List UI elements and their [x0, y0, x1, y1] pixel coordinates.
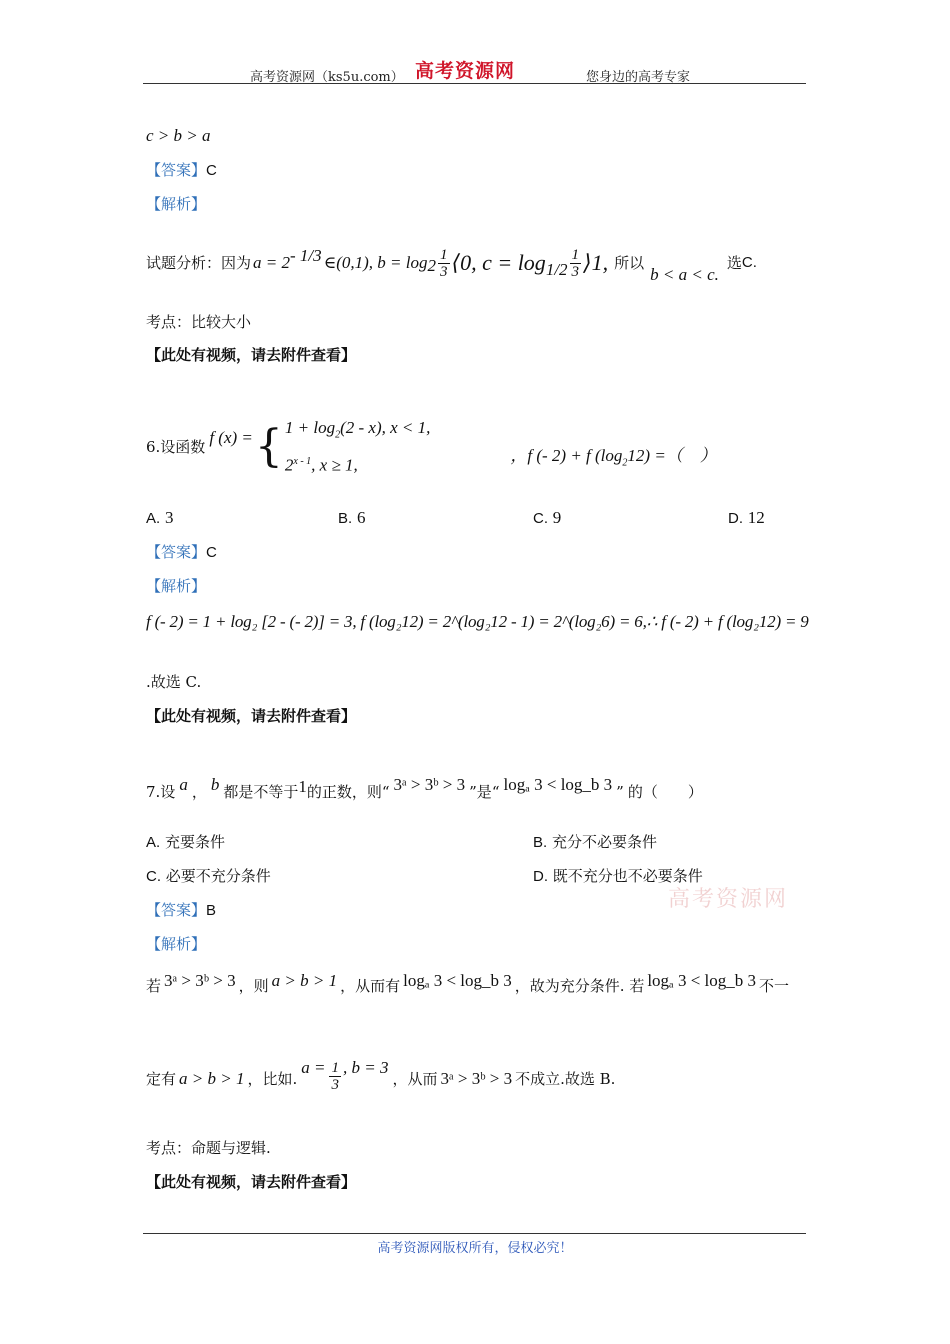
- q5-option-tail: c > b > a: [146, 126, 211, 145]
- math-mid: ∈(0,1), b = log: [323, 253, 428, 272]
- option-value: 充要条件: [164, 833, 225, 851]
- sep: ，: [191, 783, 207, 801]
- q5-analysis-line: [146, 238, 757, 288]
- piece-2: [285, 449, 431, 479]
- quote-left: “: [381, 783, 390, 801]
- text: 定有: [146, 1070, 177, 1088]
- q7-analysis-line-2: [146, 1054, 615, 1104]
- text: ，从而: [392, 1070, 438, 1088]
- q6-prefix: 6.设函数: [146, 438, 206, 456]
- fraction-one-third: [438, 247, 450, 280]
- math-b2-sub: 1/2: [545, 260, 568, 279]
- math: 3ᵃ > 3ᵇ > 3: [440, 1069, 513, 1088]
- q6-calc: f (- 2) = 1 + log₂ [2 - (- 2)] = 3, f (log₂12) = 2^(log₂12 - 1) = 2^(log₂6) = 6,∴ f (- 2) + f (log₂12) = 9: [146, 612, 809, 631]
- option-value: 必要不充分条件: [165, 867, 271, 885]
- answer-tag: 【答案】: [146, 161, 207, 179]
- math-a-exp: - 1/3: [290, 246, 322, 265]
- condition-1: 3ᵃ > 3ᵇ > 3: [393, 775, 466, 794]
- option-label: A.: [146, 510, 161, 527]
- frac-den: 3: [440, 263, 448, 280]
- q5-answer: [146, 160, 217, 181]
- q7-prefix: 7.设: [146, 783, 176, 801]
- math: logₐ 3 < log_b 3: [403, 971, 512, 990]
- so-text: 所以: [614, 254, 645, 272]
- analysis-prefix: 试题分析：因为: [146, 254, 252, 272]
- option-value: 12: [747, 508, 765, 527]
- middle-text-2: 的正数，则: [306, 783, 382, 801]
- text: ，则: [238, 977, 269, 995]
- q6-option-a: [146, 508, 173, 529]
- quote-right-2: ”: [616, 783, 624, 801]
- q6-option-c: [533, 508, 561, 529]
- question-sub: 2: [622, 457, 628, 469]
- fraction-one-third-2: [570, 247, 582, 280]
- frac-num: 1: [440, 246, 448, 263]
- is-text: 是: [476, 783, 492, 801]
- math-mid-sub: 2: [427, 256, 436, 275]
- frac-num: 1: [331, 1059, 339, 1076]
- piecewise: [285, 415, 431, 478]
- text: ，比如.: [247, 1070, 298, 1088]
- math: 3ᵃ > 3ᵇ > 3: [164, 971, 236, 990]
- q7-video-note: 【此处有视频，请去附件查看】: [146, 1173, 357, 1191]
- option-value: 9: [552, 508, 562, 527]
- header-site-name: 高考资源网（ks5u.com）: [250, 70, 404, 85]
- condition-2: logₐ 3 < log_b 3: [503, 775, 613, 794]
- brace: {: [254, 421, 283, 472]
- piece1-rest: (2 - x), x < 1,: [340, 418, 431, 438]
- text: 不成立.故选 B.: [515, 1070, 616, 1088]
- q7-question: [146, 774, 703, 810]
- q6-question-expr: [510, 446, 716, 473]
- option-value: 3: [164, 508, 174, 527]
- q7-option-c: [146, 866, 271, 887]
- footer-divider: [143, 1233, 806, 1234]
- q7-option-b: [533, 832, 657, 853]
- text: ，故为充分条件. 若: [514, 977, 645, 995]
- piece2-exp: x - 1: [293, 455, 312, 467]
- header-slogan: 您身边的高考专家: [586, 70, 691, 85]
- header-divider: [143, 83, 806, 84]
- var-b: b: [210, 775, 220, 794]
- frac-den: 3: [331, 1076, 339, 1093]
- q6-option-d: [728, 508, 765, 529]
- answer-tag: 【答案】: [146, 543, 207, 561]
- option-label: A.: [146, 834, 161, 851]
- quote-left-2: “: [491, 783, 500, 801]
- select-text: 选: [726, 254, 742, 272]
- q7-tail: 的（ ）: [627, 783, 703, 801]
- math-a: a = 2: [253, 253, 290, 272]
- answer-value: C: [206, 544, 217, 561]
- question-a: ，f (- 2) + f (log: [510, 446, 623, 466]
- option-label: D.: [728, 510, 743, 527]
- option-label: C.: [533, 510, 548, 527]
- fraction-one-third: [329, 1060, 341, 1093]
- piece2-rest: , x ≥ 1,: [311, 455, 358, 475]
- quote-right: ”: [469, 783, 477, 801]
- text: 若: [146, 977, 162, 995]
- conclusion: b < a < c.: [650, 265, 719, 284]
- var-a: a: [179, 775, 188, 794]
- q5-kaodian: 考点：比较大小: [146, 313, 252, 331]
- watermark-logo: 高考资源网: [668, 887, 789, 912]
- q5-analysis-tag: 【解析】: [146, 195, 207, 213]
- math-b2: ⟨0, c = log: [451, 250, 546, 275]
- q7-analysis-line-1: [146, 968, 789, 1004]
- option-value: 6: [356, 508, 366, 527]
- one: 1: [298, 777, 307, 796]
- select-value: C.: [741, 254, 757, 271]
- option-label: D.: [533, 868, 548, 885]
- piece1-sub: 2: [335, 429, 341, 441]
- option-label: C.: [146, 868, 161, 885]
- piece-1: [285, 415, 431, 448]
- header-logo: 高考资源网: [415, 60, 516, 82]
- q7-option-a: [146, 832, 225, 853]
- option-label: B.: [533, 834, 548, 851]
- math: logₐ 3 < log_b 3: [647, 971, 757, 990]
- q6-fx: f (x) =: [209, 428, 253, 447]
- math: a =: [301, 1058, 326, 1077]
- q7-kaodian: 考点：命题与逻辑.: [146, 1139, 271, 1157]
- option-value: 既不充分也不必要条件: [552, 867, 703, 885]
- piece1-a: 1 + log: [284, 418, 336, 438]
- q7-answer: [146, 900, 216, 921]
- option-value: 充分不必要条件: [551, 833, 657, 851]
- q6-conclusion: .故选 C.: [146, 673, 202, 691]
- q6-answer: [146, 542, 217, 563]
- q6-option-b: [338, 508, 365, 529]
- math: a > b > 1: [271, 971, 338, 990]
- option-label: B.: [338, 510, 353, 527]
- answer-value: B: [206, 902, 217, 919]
- question-rest: 12) =（ ）: [627, 446, 717, 466]
- text: ，从而有: [340, 977, 401, 995]
- q6-analysis-tag: 【解析】: [146, 577, 207, 595]
- text: 不一: [759, 977, 790, 995]
- q6-video-note: 【此处有视频，请去附件查看】: [146, 707, 357, 725]
- q6-question: [146, 420, 717, 474]
- frac-num-2: 1: [571, 246, 580, 263]
- math: a > b > 1: [179, 1069, 245, 1088]
- q7-analysis-tag: 【解析】: [146, 935, 207, 953]
- piece2-a: 2: [284, 455, 294, 475]
- math: , b = 3: [342, 1058, 389, 1077]
- q5-video-note: 【此处有视频，请去附件查看】: [146, 346, 357, 364]
- math-close: ⟩1,: [583, 250, 609, 275]
- frac-den-2: 3: [571, 263, 580, 280]
- middle-text: 都是不等于: [223, 783, 299, 801]
- answer-value: C: [206, 162, 217, 179]
- answer-tag: 【答案】: [146, 901, 207, 919]
- footer-copyright: 高考资源网版权所有，侵权必究！: [377, 1241, 573, 1256]
